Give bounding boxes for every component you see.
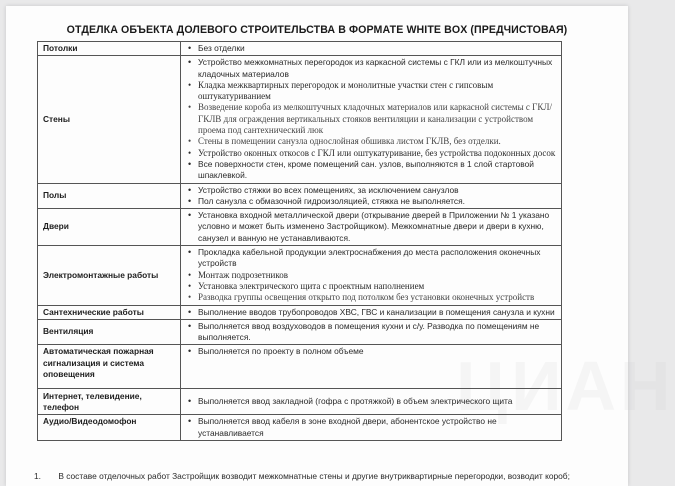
list-item: • Пол санузла с обмазочной гидроизоляцией, стяжка не выполняется. [198, 196, 557, 207]
row-label: Потолки [38, 42, 181, 56]
table-row [38, 319, 562, 345]
footnote-number: 1. [34, 471, 41, 481]
watermark: ЦИАН [456, 347, 675, 425]
row-label: Сантехнические работы [38, 305, 181, 319]
table-row [38, 56, 562, 183]
list-item: • Выполнение вводов трубопроводов ХВС, ГВС и канализации в помещения санузла и кухни [198, 307, 557, 318]
list-item: • Установка электрического щита с проектным наполнением [198, 281, 557, 292]
row-label: Автоматическая пожарная сигнализация и система оповещения [38, 345, 181, 389]
table-row [38, 183, 562, 209]
list-item: • Монтаж подрозетников [198, 270, 557, 281]
table-row [38, 246, 562, 305]
row-label: Полы [38, 183, 181, 209]
table-row [38, 305, 562, 319]
list-item: • Выполняется ввод кабеля в зоне входной двери, абонентское устройство не устанавливается [198, 416, 557, 439]
table-row [38, 389, 562, 415]
document-title: ОТДЕЛКА ОБЪЕКТА ДОЛЕВОГО СТРОИТЕЛЬСТВА В ФОРМАТЕ WHITE BOX (ПРЕДЧИСТОВАЯ) [66, 24, 568, 36]
row-label: Вентиляция [38, 319, 181, 345]
table-row [38, 415, 562, 441]
table-row [38, 209, 562, 246]
list-item: • Выполняется ввод закладной (гофра с протяжкой) в объем электрического щита [198, 396, 557, 407]
list-item: • Возведение короба из мелкоштучных кладочных материалов или каркасной системы с ГКЛ/ГКЛВ для ограждения вертикальных стояков вентиляции и канализации с устройством проема под сантехнический люк [198, 102, 557, 136]
list-item: • Устройство оконных откосов с ГКЛ или оштукатуривание, без устройства подоконных досок [198, 148, 557, 159]
list-item: • Устройство межкомнатных перегородок из каркасной системы с ГКЛ или из мелкоштучных кладочных материалов [198, 57, 557, 80]
row-label: Интернет, телевидение, телефон [38, 389, 181, 415]
list-item: • Установка входной металлической двери (открывание дверей в Приложении № 1 указано условно и может быть изменено Застройщиком). Межкомнатные двери и двери в кухню, санузел и ванную не устанавливаются. [198, 210, 557, 244]
table-row [38, 42, 562, 56]
document-page [6, 6, 675, 486]
footnote-text: В составе отделочных работ Застройщик возводит межкомнатные стены и другие внутриквартирные перегородки, возводит короб; [58, 471, 570, 481]
list-item: • Без отделки [198, 43, 557, 54]
list-item: • Выполняется ввод воздуховодов в помещения кухни и с/у. Разводка по помещениям не выполняется. [198, 321, 557, 344]
table-row [38, 345, 562, 389]
footnote [34, 471, 570, 481]
row-label: Электромонтажные работы [38, 246, 181, 305]
row-label: Аудио/Видеодомофон [38, 415, 181, 441]
list-item: • Все поверхности стен, кроме помещений сан. узлов, выполняются в 1 слой стартовой шпаклевкой. [198, 159, 557, 182]
list-item: • Устройство стяжки во всех помещениях, за исключением санузлов [198, 185, 557, 196]
list-item: • Выполняется по проекту в полном объеме [198, 346, 557, 357]
list-item: • Кладка межквартирных перегородок и монолитные участки стен с гипсовым оштукатуриванием [198, 80, 557, 103]
row-label: Двери [38, 209, 181, 246]
list-item: • Прокладка кабельной продукции электроснабжения до места расположения оконечных устройств [198, 247, 557, 270]
list-item: • Разводка группы освещения открыто под потолком без установки оконечных устройств [198, 292, 557, 303]
row-label: Стены [38, 56, 181, 183]
finishing-table [37, 41, 562, 441]
list-item: • Стены в помещении санузла однослойная обшивка листом ГКЛВ, без отделки. [198, 136, 557, 147]
